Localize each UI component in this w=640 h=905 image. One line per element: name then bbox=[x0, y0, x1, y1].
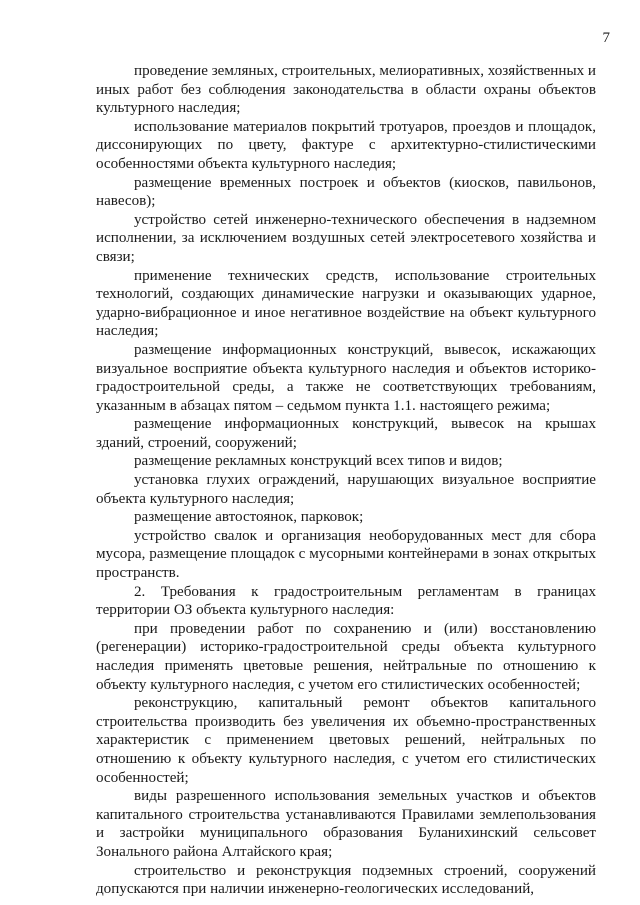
paragraph: устройство свалок и организация необорудованных мест для сбора мусора, размещение площадок с мусорными контейнерами в зонах открытых пространств. bbox=[96, 527, 596, 582]
section-heading-paragraph: 2. Требования к градостроительным регламентам в границах территории ОЗ объекта культурного наследия: bbox=[96, 583, 596, 619]
document-body bbox=[96, 62, 596, 899]
paragraph: размещение рекламных конструкций всех типов и видов; bbox=[134, 453, 503, 470]
paragraph: реконструкцию, капитальный ремонт объектов капитального строительства производить без увеличения их объемно-пространственных характеристик с применением цветовых решений, нейтральных по отношению к объекту культурного наследия, с учетом его стилистических особенностей; bbox=[96, 695, 596, 786]
paragraph: устройство сетей инженерно-технического обеспечения в надземном исполнении, за исключением воздушных сетей электросетевого хозяйства и связи; bbox=[96, 211, 596, 265]
paragraph: размещение временных построек и объектов (киосков, павильонов, навесов); bbox=[96, 174, 596, 210]
paragraph: использование материалов покрытий тротуаров, проездов и площадок, диссонирующих по цвету, фактуре с архитектурно-стилистическими особенностями объекта культурного наследия; bbox=[96, 118, 596, 172]
page-number: 7 bbox=[602, 30, 610, 46]
paragraph: при проведении работ по сохранению и (или) восстановлению (регенерации) историко-градостроительной среды объекта культурного наследия применять цветовые решения, нейтральные по отношению к объекту культурного наследия, с учетом его стилистических особенностей; bbox=[96, 620, 596, 693]
paragraph: размещение автостоянок, парковок; bbox=[134, 509, 364, 526]
paragraph: строительство и реконструкция подземных строений, сооружений допускаются при наличии инженерно-геологических исследований, bbox=[96, 862, 596, 898]
paragraph: размещение информационных конструкций, вывесок на крышах зданий, строений, сооружений; bbox=[96, 416, 596, 451]
paragraph: виды разрешенного использования земельных участков и объектов капитального строительства устанавливаются Правилами землепользования и застройки муниципального образования Буланихинский сельсовет Зонального района Алтайского края; bbox=[96, 788, 596, 860]
paragraph: установка глухих ограждений, нарушающих визуальное восприятие объекта культурного наследия; bbox=[96, 472, 596, 507]
paragraph: размещение информационных конструкций, вывесок, искажающих визуальное восприятие объекта культурного наследия и объектов историко-градостроительной среды, а также не соответствующих требованиям, указанным в абзацах пятом – седьмом пункта 1.1. настоящего режима; bbox=[96, 341, 596, 414]
paragraph: применение технических средств, использование строительных технологий, создающих динамические нагрузки и оказывающих ударное, ударно-вибрационное и иное негативное воздействие на объект культурного наследия; bbox=[96, 267, 596, 340]
paragraph: проведение земляных, строительных, мелиоративных, хозяйственных и иных работ без соблюдения законодательства в области охраны объектов культурного наследия; bbox=[96, 63, 596, 117]
